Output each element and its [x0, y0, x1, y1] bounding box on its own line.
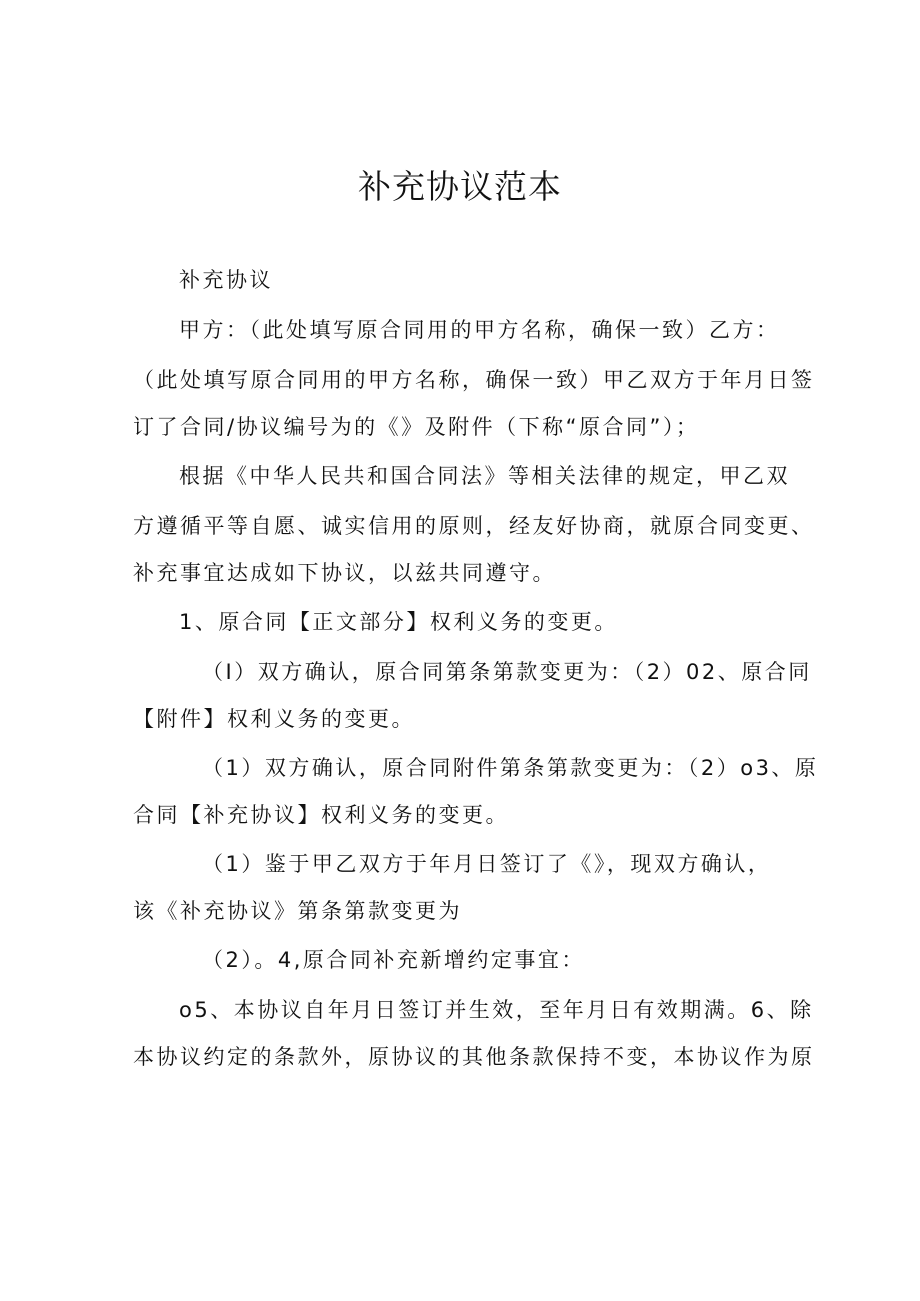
paragraph-line-2: 甲方：（此处填写原合同用的甲方名称，确保一致）乙方：: [179, 318, 780, 342]
paragraph-line-8: 1、原合同【正文部分】权利义务的变更。: [179, 610, 618, 634]
paragraph-line-16: o5、本协议自年月日签订并生效，至年月日有效期满。6、除: [179, 998, 814, 1022]
paragraph-line-14: 该《补充协议》第条第款变更为: [133, 899, 462, 923]
paragraph-line-10: 【附件】权利义务的变更。: [133, 707, 415, 731]
paragraph-line-4: 订了合同/协议编号为的《》及附件（下称“原合同”）；: [133, 415, 700, 439]
paragraph-line-9: （I）双方确认，原合同第条第款变更为：（2）02、原合同: [202, 660, 812, 684]
paragraph-line-5: 根据《中华人民共和国合同法》等相关法律的规定，甲乙双: [179, 464, 790, 488]
paragraph-line-6: 方遵循平等自愿、诚实信用的原则，经友好协商，就原合同变更、: [133, 514, 815, 538]
paragraph-line-12: 合同【补充协议】权利义务的变更。: [133, 803, 509, 827]
paragraph-line-1: 补充协议: [179, 268, 273, 292]
paragraph-line-7: 补充事宜达成如下协议，以兹共同遵守。: [133, 561, 556, 585]
paragraph-line-13: （1）鉴于甲乙双方于年月日签订了《》，现双方确认，: [202, 852, 772, 876]
paragraph-line-3: （此处填写原合同用的甲方名称，确保一致）甲乙双方于年月日签: [133, 368, 815, 392]
paragraph-line-17: 本协议约定的条款外，原协议的其他条款保持不变，本协议作为原: [133, 1045, 815, 1069]
paragraph-line-15: （2）。4,原合同补充新增约定事宜：: [202, 948, 585, 972]
paragraph-line-11: （1）双方确认，原合同附件第条第款变更为：（2）o3、原: [202, 756, 819, 780]
document-title: 补充协议范本: [358, 167, 562, 206]
